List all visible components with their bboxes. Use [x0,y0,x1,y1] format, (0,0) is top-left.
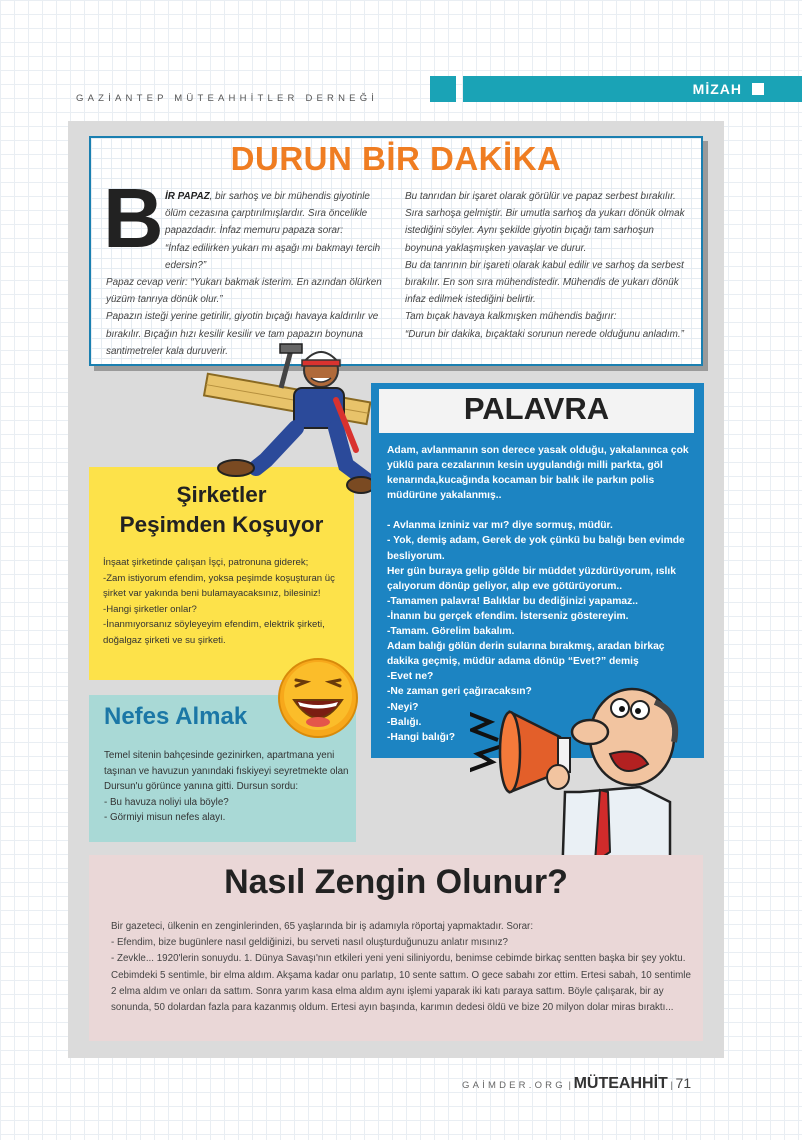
durun-col2 [405,188,688,343]
durun-title: DURUN BİR DAKİKA [230,140,562,177]
sirketler-line: -Hangi şirketler onlar? [103,603,197,615]
palavra-line: -Ne zaman geri çağıracaksın? [387,686,532,698]
nefes-line: - Bu havuza noliyi ula böyle? [104,796,229,808]
durun-p4: Bu tanrıdan bir işaret olarak görülür ve papaz serbest bırakılır. Sıra sarhoşa gelmiştir. Bir umutla sarhoş da yukarı dönük olmak istediğini söyler. Aynı şekilde giyotin bıçağı tam sarhoşun boynuna yaklaşmışken yavaşlar ve durur. [405,191,685,254]
laughing-smiley-icon [276,656,360,740]
zengin-line: - Zevkle... 1920'lerin sonuydu. 1. Dünya Savaşı'nın etkileri yeni yeni siliniyordu, benimse cebimde birkaç sentten başka bir şey yoktu. Cebimdeki 5 sentimle, bir elma aldım. Akşama kadar onu parlatıp, 10 sente sattım. O gece sabahı zor ettim. Ertesi sabah, 10 sentimle 2 elma aldım ve onları da sattım. Sonra yarım kasa elma aldım aynı işlemi yaparak iki katı paraya sattım. Böyle çalışarak, bir ay sonunda, 50 dolardan fazla para kazanmış oldum. Ertesi ayın başında, karımın dedesi öldü ve bize 20 milyon dolar miras bıraktı... [111,953,691,1014]
nefes-line: - Görmiyi misun nefes alayı. [104,812,226,823]
sirketler-line: İnşaat şirketinde çalışan İşçi, patronuna giderek; [103,557,309,568]
palavra-line: -Neyi? [387,701,419,713]
zengin-line: Bir gazeteci, ülkenin en zenginlerinden, 65 yaşlarında bir iş adamıyla röportaj yapmaktadır. Sorar: [111,921,534,932]
nefes-title: Nefes Almak [104,703,248,730]
sirketler-line: -Zam istiyorum efendim, yoksa peşimde koşuşturan üç şirket var yakında beni bulamayacaksınız, bilesiniz! [103,572,335,599]
durun-intro-bold: İR PAPAZ [165,191,210,202]
footer-brand-logo: MÜTEAHHİT [573,1075,668,1092]
page-number: 71 [675,1075,692,1091]
sirketler-title-line2: Peşimden Koşuyor [119,512,324,537]
section-square-icon [752,83,764,95]
header-org-name: GAZİANTEP MÜTEAHHİTLER DERNEĞİ [76,93,379,104]
footer-separator: | [568,1080,571,1091]
sirketler-line: -İnanmıyorsanız söyleyeyim efendim, elektrik şirketi, doğalgaz şirketi ve su şirketi. [103,619,325,646]
palavra-title: PALAVRA [463,391,610,426]
palavra-line: - Avlanma izniniz var mı? diye sormuş, müdür. [387,520,613,532]
nefes-body [104,748,349,826]
palavra-line [387,503,693,518]
durun-q1: “İnfaz edilirken yukarı mı aşağı mı bakmayı tercih edersin?” [165,242,381,271]
worker-carrying-plank-illustration [196,340,376,500]
footer [462,1075,691,1093]
palavra-line: -Hangi balığı? [387,731,456,743]
palavra-line: -Evet ne? [387,671,434,683]
drop-cap: B [103,171,164,265]
palavra-line: Her gün buraya gelip gölde bir müddet yüzdürüyorum, ıslık çalıyorum dönüp geliyor, alıp eve götürüyorum.. [387,565,676,592]
durun-intro: , bir sarhoş ve bir mühendis giyotinle ölüm cezasına çarptırılmışlardır. Sıra öncelikle papazdadır. İnfaz memuru papaza sorar: [165,191,370,237]
palavra-line: -Balığı. [387,716,422,728]
footer-separator: | [670,1080,673,1091]
section-label: MİZAH [692,81,742,97]
durun-p3: Papazın isteği yerine getirilir, giyotin bıçağı havaya kaldırılır ve bırakılır. Bıçağın hızı kesilir kesilir ve tam papazın boynuna santimetreler kala duruverir. [106,311,379,357]
durun-p7: “Durun bir dakika, bıçaktaki sorunun nerede olduğunu anladım.” [405,328,684,340]
palavra-line: -İnanın bu gerçek efendim. İsterseniz göstereyim. [387,610,629,622]
palavra-line: Adam, avlanmanın son derece yasak olduğu, yakalanınca çok yüklü para cezalarının kesin uygulandığı milli parkta, göl kenarında,kucağında kocaman bir balık ile parkın polis müdürüne yakalanmış.. [387,445,689,502]
zengin-body [111,919,696,1016]
durun-col1-top [165,188,388,274]
footer-site: GAİMDER.ORG [462,1080,566,1091]
palavra-line: Adam balığı gölün derin sularına bırakmış, aradan birkaç dakika geçmiş, müdür adama dönüp “Evet?” demiş [387,641,665,668]
durun-p6: Tam bıçak havaya kalkmışken mühendis bağırır: [405,311,617,323]
zengin-title: Nasıl Zengin Olunur? [224,863,568,901]
palavra-line: - Yok, demiş adam, Gerek de yok çünkü bu balığı ben evimde besliyorum. [387,535,685,562]
palavra-line: -Tamamen palavra! Balıklar bu dediğinizi yapamaz.. [387,595,639,607]
sirketler-title-line1: Şirketler [176,482,267,507]
sirketler-body [103,555,347,648]
durun-p5: Bu da tanrının bir işareti olarak kabul edilir ve sarhoş da serbest bırakılır. En son sıra mühendistedir. Mühendis de yukarı dönük infaz edilmek istediğini belirtir. [405,259,684,306]
durun-p2: Papaz cevap verir: “Yukarı bakmak isterim. En azından ölürken yüzüm tanrıya dönük olur.” [106,277,382,306]
header-section-bar [463,76,802,102]
header-accent-square [430,76,456,102]
palavra-line: -Tamam. Görelim bakalım. [387,626,515,638]
zengin-line: - Efendim, bize bugünlere nasıl geldiğinizi, bu serveti nasıl oluşturduğunuzu anlatır mısınız? [111,937,508,949]
nefes-line: Temel sitenin bahçesinde gezinirken, apartmana yeni taşınan ve havuzun yanındaki fıskiyeyi seyretmekte olan Dursun'u görünce yanına gitti. Dursun sordu: [104,750,349,792]
